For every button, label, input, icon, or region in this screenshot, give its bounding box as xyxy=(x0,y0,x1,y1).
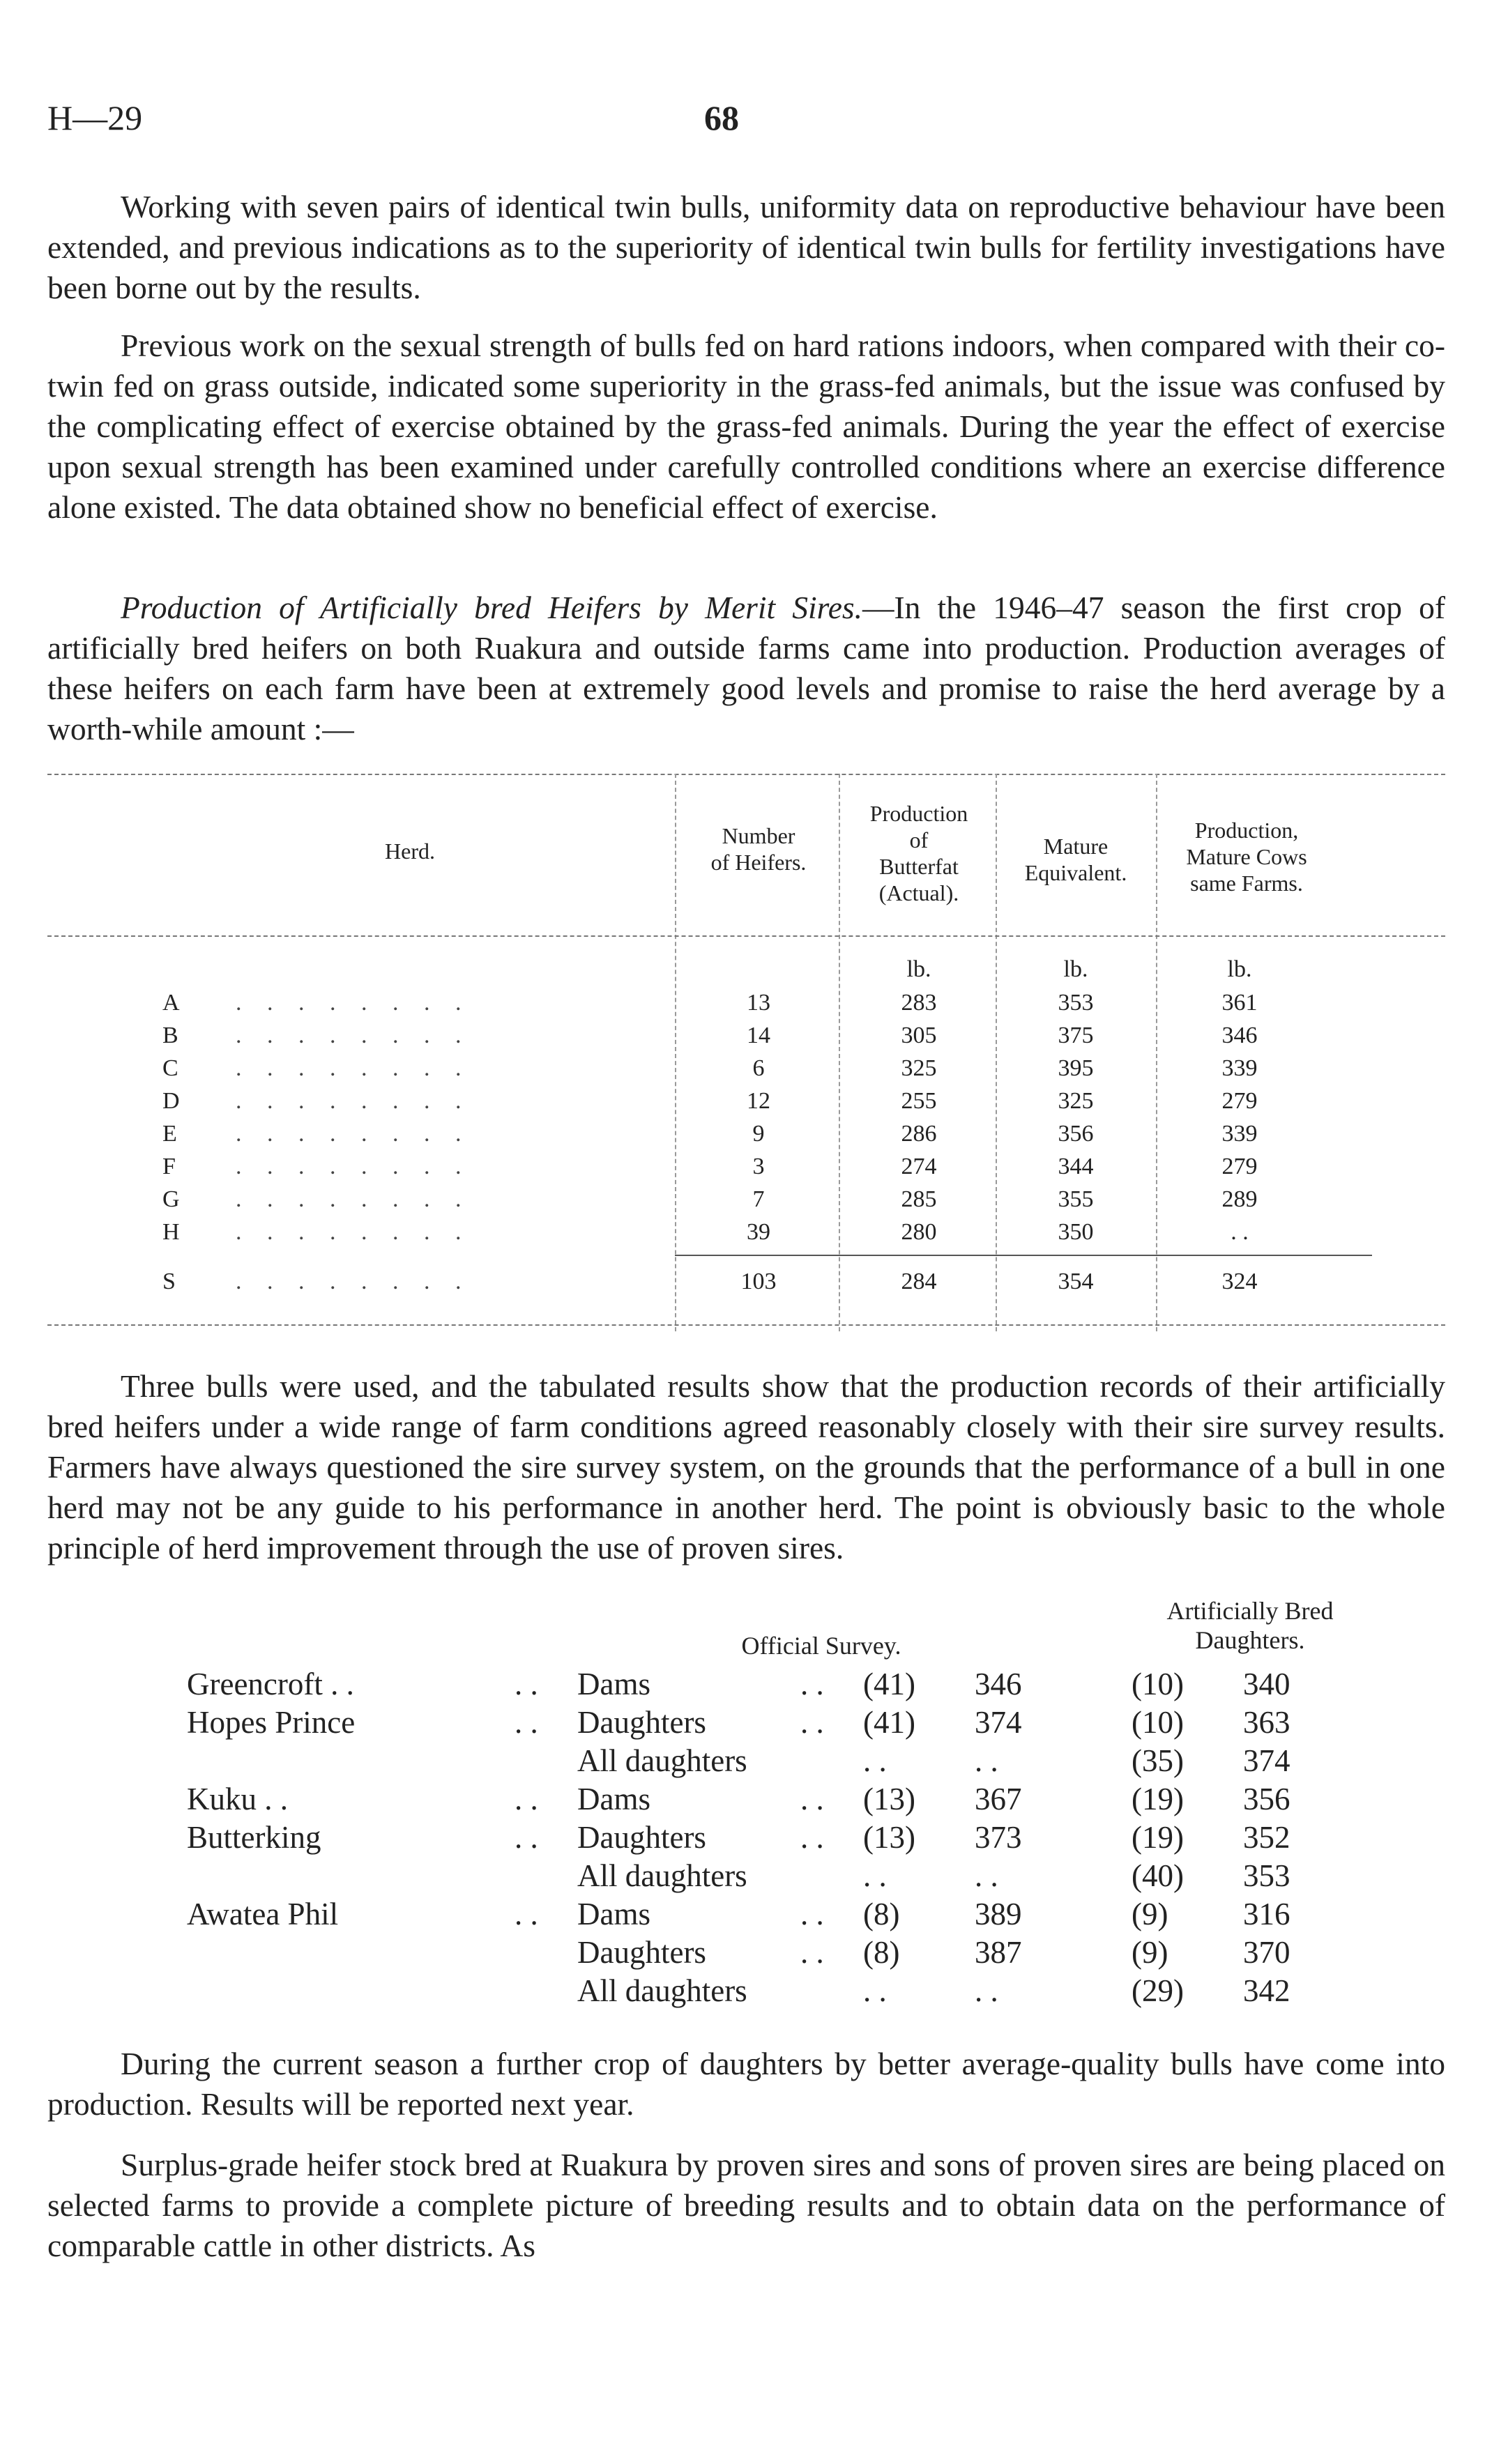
record-kind: Dams xyxy=(577,1897,650,1931)
official-value: 367 xyxy=(975,1782,1022,1816)
sire-survey-table xyxy=(47,1596,1445,2007)
survey-row xyxy=(47,1781,1445,1820)
header-line: of xyxy=(909,827,929,852)
artificial-value: 374 xyxy=(1243,1743,1290,1778)
sire-name: Greencroft . . xyxy=(187,1667,354,1701)
official-count: (41) xyxy=(863,1667,915,1701)
leader-dots: . . xyxy=(515,1667,538,1701)
mature-cows-same-farms: 279 xyxy=(1221,1088,1258,1114)
header-line: same Farms. xyxy=(1190,871,1303,896)
artificial-count: (9) xyxy=(1132,1897,1168,1931)
paragraph-text: Previous work on the sexual strength of bulls fed on hard rations indoors, when compared with their co-twin fed on grass outside, indicated some superiority in the grass-fed animals, but the issue was confused by the complicating effect of exercise obtained by the grass-fed animals. During the year the effect of exercise upon sexual strength has been examined under carefully controlled conditions where an exercise difference alone existed. The data obtained show no beneficial effect of exercise. xyxy=(47,328,1445,525)
herd-label: E xyxy=(162,1121,177,1147)
herd-label: B xyxy=(162,1023,178,1048)
mature-equivalent: 350 xyxy=(1058,1219,1094,1245)
official-value: . . xyxy=(975,1743,998,1778)
mature-cows-same-farms: 361 xyxy=(1221,990,1258,1016)
leader-dots: . . . . . . . . xyxy=(236,1023,471,1048)
butterfat-production: 325 xyxy=(901,1055,937,1081)
herd-label: D xyxy=(162,1088,180,1114)
artificial-value: 352 xyxy=(1243,1820,1290,1855)
paragraph-heifer-production xyxy=(47,588,1445,749)
paragraph-text: During the current season a further crop of daughters by better average-quality bulls have come into production. Results will be reported next year. xyxy=(47,2046,1445,2122)
leader-dots: . . xyxy=(800,1705,824,1740)
header-artificial-daughters xyxy=(1093,1596,1407,1655)
mature-equivalent: 344 xyxy=(1058,1154,1094,1179)
total-mature: 354 xyxy=(1058,1269,1094,1294)
header-line: (Actual). xyxy=(878,880,959,905)
leader-dots: . . . . . . . . xyxy=(236,1186,471,1212)
header-line: Number xyxy=(722,823,795,848)
header-line: Butterfat xyxy=(879,854,959,879)
leader-dots: . . . . . . . . xyxy=(236,1055,471,1081)
artificial-value: 356 xyxy=(1243,1782,1290,1816)
header-production xyxy=(846,800,992,906)
official-value: 374 xyxy=(975,1705,1022,1740)
total-herd-label: S xyxy=(162,1269,176,1294)
butterfat-production: 305 xyxy=(901,1023,937,1048)
survey-row xyxy=(47,1934,1445,1973)
artificial-count: (29) xyxy=(1132,1973,1184,2008)
section-heading: Production of Artificially bred Heifers by Merit Sires. xyxy=(121,590,862,625)
survey-row xyxy=(47,1704,1445,1743)
sire-name: Butterking xyxy=(187,1820,321,1855)
paragraph-surplus-stock xyxy=(47,2145,1445,2266)
survey-row xyxy=(47,1819,1445,1858)
number-of-heifers: 14 xyxy=(747,1023,770,1048)
survey-row xyxy=(47,1973,1445,2012)
mature-equivalent: 325 xyxy=(1058,1088,1094,1114)
number-of-heifers: 6 xyxy=(752,1055,765,1081)
survey-row xyxy=(47,1666,1445,1705)
mature-cows-same-farms: 289 xyxy=(1221,1186,1258,1212)
number-of-heifers: 3 xyxy=(752,1154,765,1179)
report-reference: H—29 xyxy=(47,98,143,137)
leader-dots: . . . . . . . . xyxy=(236,990,471,1016)
leader-dots: . . xyxy=(800,1935,824,1970)
mature-cows-same-farms: 339 xyxy=(1221,1121,1258,1147)
unit-same: lb. xyxy=(1227,956,1252,982)
header-number xyxy=(689,822,828,875)
leader-dots: . . xyxy=(800,1667,824,1701)
paragraph-three-bulls xyxy=(47,1366,1445,1568)
record-kind: All daughters xyxy=(577,1858,747,1893)
total-same: 324 xyxy=(1221,1269,1258,1294)
page-number: 68 xyxy=(704,98,739,137)
official-count: (13) xyxy=(863,1820,915,1855)
butterfat-production: 280 xyxy=(901,1219,937,1245)
header-line: Mature Cows xyxy=(1186,844,1307,869)
paragraph-twin-bulls xyxy=(47,187,1445,308)
header-official-survey: Official Survey. xyxy=(741,1632,901,1660)
number-of-heifers: 13 xyxy=(747,990,770,1016)
paragraph-text: Surplus-grade heifer stock bred at Ruakura by proven sires and sons of proven sires are being placed on selected farms to provide a complete picture of breeding results and to obtain data on the performance of comparable cattle in other districts. As xyxy=(47,2147,1445,2263)
paragraph-text: —In the 1946–47 season the first crop of artificially bred heifers on both Ruakura and outside farms came into production. Production averages of these heifers on each farm have been at extremely good levels and promise to raise the herd average by a worth-while amount :— xyxy=(47,590,1445,747)
number-of-heifers: 39 xyxy=(747,1219,770,1245)
mature-equivalent: 375 xyxy=(1058,1023,1094,1048)
record-kind: Daughters xyxy=(577,1820,706,1855)
artificial-value: 340 xyxy=(1243,1667,1290,1701)
artificial-value: 342 xyxy=(1243,1973,1290,2008)
artificial-count: (35) xyxy=(1132,1743,1184,1778)
official-count: (8) xyxy=(863,1897,900,1931)
mature-cows-same-farms: 279 xyxy=(1221,1154,1258,1179)
record-kind: Dams xyxy=(577,1782,650,1816)
official-value: 387 xyxy=(975,1935,1022,1970)
mature-equivalent: 353 xyxy=(1058,990,1094,1016)
sire-name: Awatea Phil xyxy=(187,1897,339,1931)
mature-cows-same-farms: 339 xyxy=(1221,1055,1258,1081)
herd-label: F xyxy=(162,1154,176,1179)
paragraph-current-season xyxy=(47,2044,1445,2125)
survey-row xyxy=(47,1896,1445,1935)
unit-mature: lb. xyxy=(1063,956,1088,982)
number-of-heifers: 7 xyxy=(752,1186,765,1212)
herd-production-table xyxy=(47,774,1445,1338)
artificial-count: (9) xyxy=(1132,1935,1168,1970)
artificial-count: (10) xyxy=(1132,1705,1184,1740)
leader-dots: . . xyxy=(800,1820,824,1855)
leader-dots: . . xyxy=(515,1820,538,1855)
official-count: (13) xyxy=(863,1782,915,1816)
mature-cows-same-farms: 346 xyxy=(1221,1023,1258,1048)
total-number: 103 xyxy=(740,1269,777,1294)
official-value: . . xyxy=(975,1973,998,2008)
leader-dots: . . . . . . . . xyxy=(236,1219,471,1245)
butterfat-production: 283 xyxy=(901,990,937,1016)
official-count: . . xyxy=(863,1858,887,1893)
mature-equivalent: 356 xyxy=(1058,1121,1094,1147)
paragraph-text: Three bulls were used, and the tabulated results show that the production records of their artificially bred heifers under a wide range of farm conditions agreed reasonably closely with their sire survey results. Farmers have always questioned the sire survey system, on the grounds that the performance of a bull in one herd may not be any guide to his performance in another herd. The point is obviously basic to the whole principle of herd improvement through the use of proven sires. xyxy=(47,1368,1445,1566)
record-kind: All daughters xyxy=(577,1743,747,1778)
sire-name: Kuku . . xyxy=(187,1782,288,1816)
survey-row xyxy=(47,1858,1445,1897)
official-value: 373 xyxy=(975,1820,1022,1855)
leader-dots: . . . . . . . . xyxy=(236,1269,471,1294)
paragraph-sexual-strength xyxy=(47,326,1445,528)
leader-dots: . . xyxy=(515,1782,538,1816)
leader-dots: . . xyxy=(800,1897,824,1931)
header-line: Production xyxy=(869,801,968,826)
artificial-value: 353 xyxy=(1243,1858,1290,1893)
number-of-heifers: 9 xyxy=(752,1121,765,1147)
number-of-heifers: 12 xyxy=(747,1088,770,1114)
butterfat-production: 286 xyxy=(901,1121,937,1147)
official-count: (8) xyxy=(863,1935,900,1970)
mature-equivalent: 395 xyxy=(1058,1055,1094,1081)
record-kind: Daughters xyxy=(577,1705,706,1740)
official-count: . . xyxy=(863,1743,887,1778)
header-line: of Heifers. xyxy=(710,850,807,875)
header-line: Equivalent. xyxy=(1024,860,1127,885)
herd-label: A xyxy=(162,990,180,1016)
artificial-count: (10) xyxy=(1132,1667,1184,1701)
artificial-value: 316 xyxy=(1243,1897,1290,1931)
sire-name: Hopes Prince xyxy=(187,1705,356,1740)
official-value: 389 xyxy=(975,1897,1022,1931)
leader-dots: . . . . . . . . xyxy=(236,1154,471,1179)
leader-dots: . . xyxy=(800,1782,824,1816)
survey-row xyxy=(47,1743,1445,1782)
herd-label: H xyxy=(162,1219,180,1245)
header-line: Mature xyxy=(1043,834,1109,859)
artificial-value: 363 xyxy=(1243,1705,1290,1740)
header-mature xyxy=(1003,833,1149,886)
leader-dots: . . xyxy=(515,1705,538,1740)
mature-cows-same-farms: . . xyxy=(1231,1219,1249,1245)
record-kind: Daughters xyxy=(577,1935,706,1970)
paragraph-text: Working with seven pairs of identical twin bulls, uniformity data on reproductive behaviour have been extended, and previous indications as to the superiority of identical twin bulls for fertility investigations have been borne out by the results. xyxy=(47,189,1445,305)
official-value: . . xyxy=(975,1858,998,1893)
artificial-count: (19) xyxy=(1132,1782,1184,1816)
artificial-count: (19) xyxy=(1132,1820,1184,1855)
unit-production: lb. xyxy=(906,956,931,982)
butterfat-production: 274 xyxy=(901,1154,937,1179)
leader-dots: . . xyxy=(515,1897,538,1931)
butterfat-production: 285 xyxy=(901,1186,937,1212)
header-same-farms xyxy=(1163,817,1330,896)
leader-dots: . . . . . . . . xyxy=(236,1088,471,1114)
artificial-count: (40) xyxy=(1132,1858,1184,1893)
leader-dots: . . . . . . . . xyxy=(236,1121,471,1147)
artificial-value: 370 xyxy=(1243,1935,1290,1970)
record-kind: Dams xyxy=(577,1667,650,1701)
herd-label: G xyxy=(162,1186,180,1212)
official-count: (41) xyxy=(863,1705,915,1740)
total-production: 284 xyxy=(901,1269,937,1294)
herd-label: C xyxy=(162,1055,178,1081)
header-line: Daughters. xyxy=(1195,1626,1305,1654)
butterfat-production: 255 xyxy=(901,1088,937,1114)
official-count: . . xyxy=(863,1973,887,2008)
mature-equivalent: 355 xyxy=(1058,1186,1094,1212)
official-value: 346 xyxy=(975,1667,1022,1701)
header-line: Artificially Bred xyxy=(1166,1597,1334,1625)
header-herd: Herd. xyxy=(385,839,435,864)
record-kind: All daughters xyxy=(577,1973,747,2008)
header-line: Production, xyxy=(1194,818,1299,843)
